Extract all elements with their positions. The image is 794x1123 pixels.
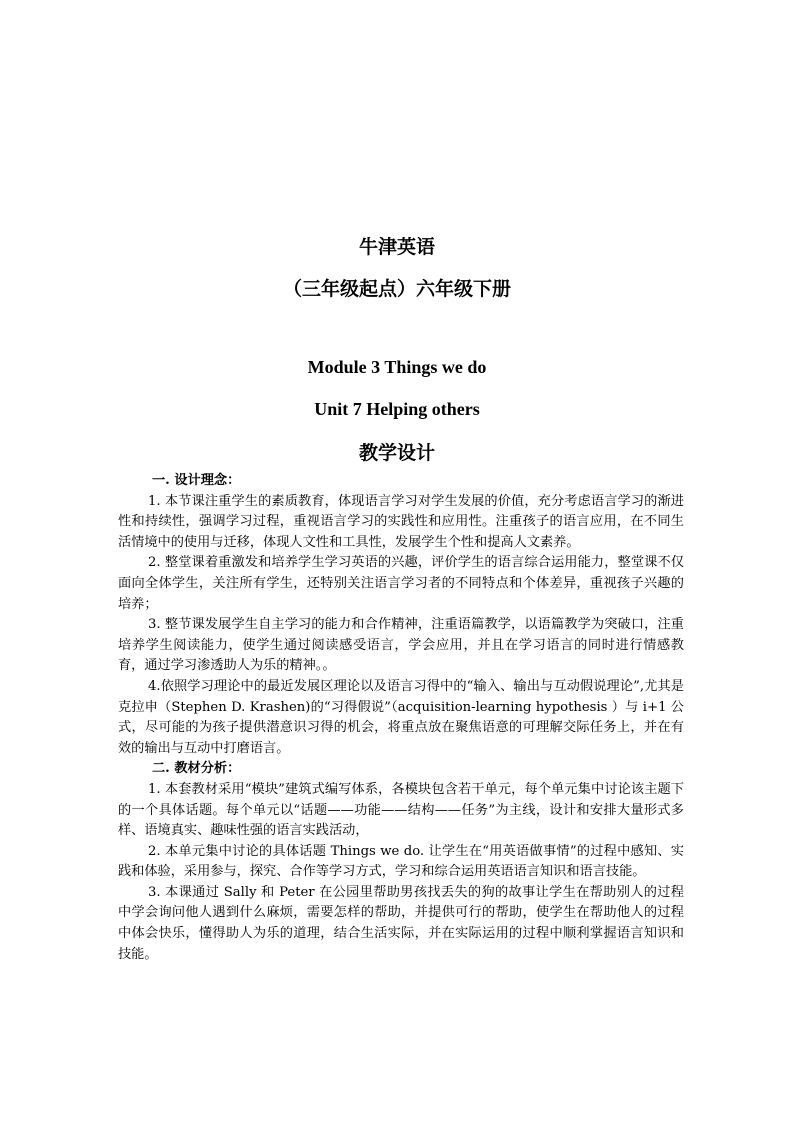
- section-heading-textbook-analysis: 二. 教材分析：: [152, 761, 241, 777]
- paragraph: 1. 本套教材采用“模块”建筑式编写体系，各模块包含若干单元，每个单元集中讨论该主题下的一个具体话题。每个单元以“话题——功能——结构——任务”为主线，设计和安排大量形式多样、语境真实、趣味性强的语言实践活动，: [118, 781, 684, 839]
- document-body: [118, 471, 684, 965]
- design-title: 教学设计: [358, 442, 435, 464]
- paragraph: 4.依照学习理论中的最近发展区理论以及语言习得中的“输入、输出与互动假说理论”,尤其是克拉申（Stephen D. Krashen)的“习得假说”（acquisition-learning hypothesis ）与 i+1 公式，尽可能的为孩子提供潜意识习得的机会，将重点放在聚焦语意的可理解交际任务上，并在有效的输出与互动中打磨语言。: [118, 678, 684, 756]
- section-heading-design-concept: 一. 设计理念：: [152, 473, 241, 488]
- paragraph: 3. 本课通过 Sally 和 Peter 在公园里帮助男孩找丢失的狗的故事让学生在帮助别人的过程中学会询问他人遇到什么麻烦，需要怎样的帮助，并提供可行的帮助，使学生在帮助他人的过程中体会快乐，懂得助人为乐的道理，结合生活实际，并在实际运用的过程中顺利掌握语言知识和技能。: [118, 884, 684, 962]
- paragraph: 2. 整堂课着重激发和培养学生学习英语的兴趣，评价学生的语言综合运用能力，整堂课不仅面向全体学生，关注所有学生，还特别关注语言学习者的不同特点和个体差异，重视孩子兴趣的培养；: [118, 555, 684, 612]
- paragraph: 3. 整节课发展学生自主学习的能力和合作精神，注重语篇教学，以语篇教学为突破口，注重培养学生阅读能力，使学生通过阅读感受语言，学会应用，并且在学习语言的同时进行情感教育，通过学习渗透助人为乐的精神。。: [118, 617, 684, 674]
- book-subtitle: （三年级起点）六年级下册: [282, 278, 511, 300]
- book-title: 牛津英语: [358, 236, 435, 258]
- paragraph: 1. 本节课注重学生的素质教育，体现语言学习对学生发展的价值，充分考虑语言学习的渐进性和持续性，强调学习过程，重视语言学习的实践性和应用性。注重孩子的语言应用，在不同生活情境中的使用与迁移，体现人文性和工具性，发展学生个性和提高人文素养。: [118, 493, 684, 550]
- module-title: Module 3 Things we do: [307, 357, 487, 377]
- unit-title: Unit 7 Helping others: [314, 399, 480, 419]
- paragraph: 2. 本单元集中讨论的具体话题 Things we do. 让学生在“用英语做事情”的过程中感知、实践和体验，采用参与，探究、合作等学习方式，学习和综合运用英语语言知识和语言技能。: [118, 843, 684, 880]
